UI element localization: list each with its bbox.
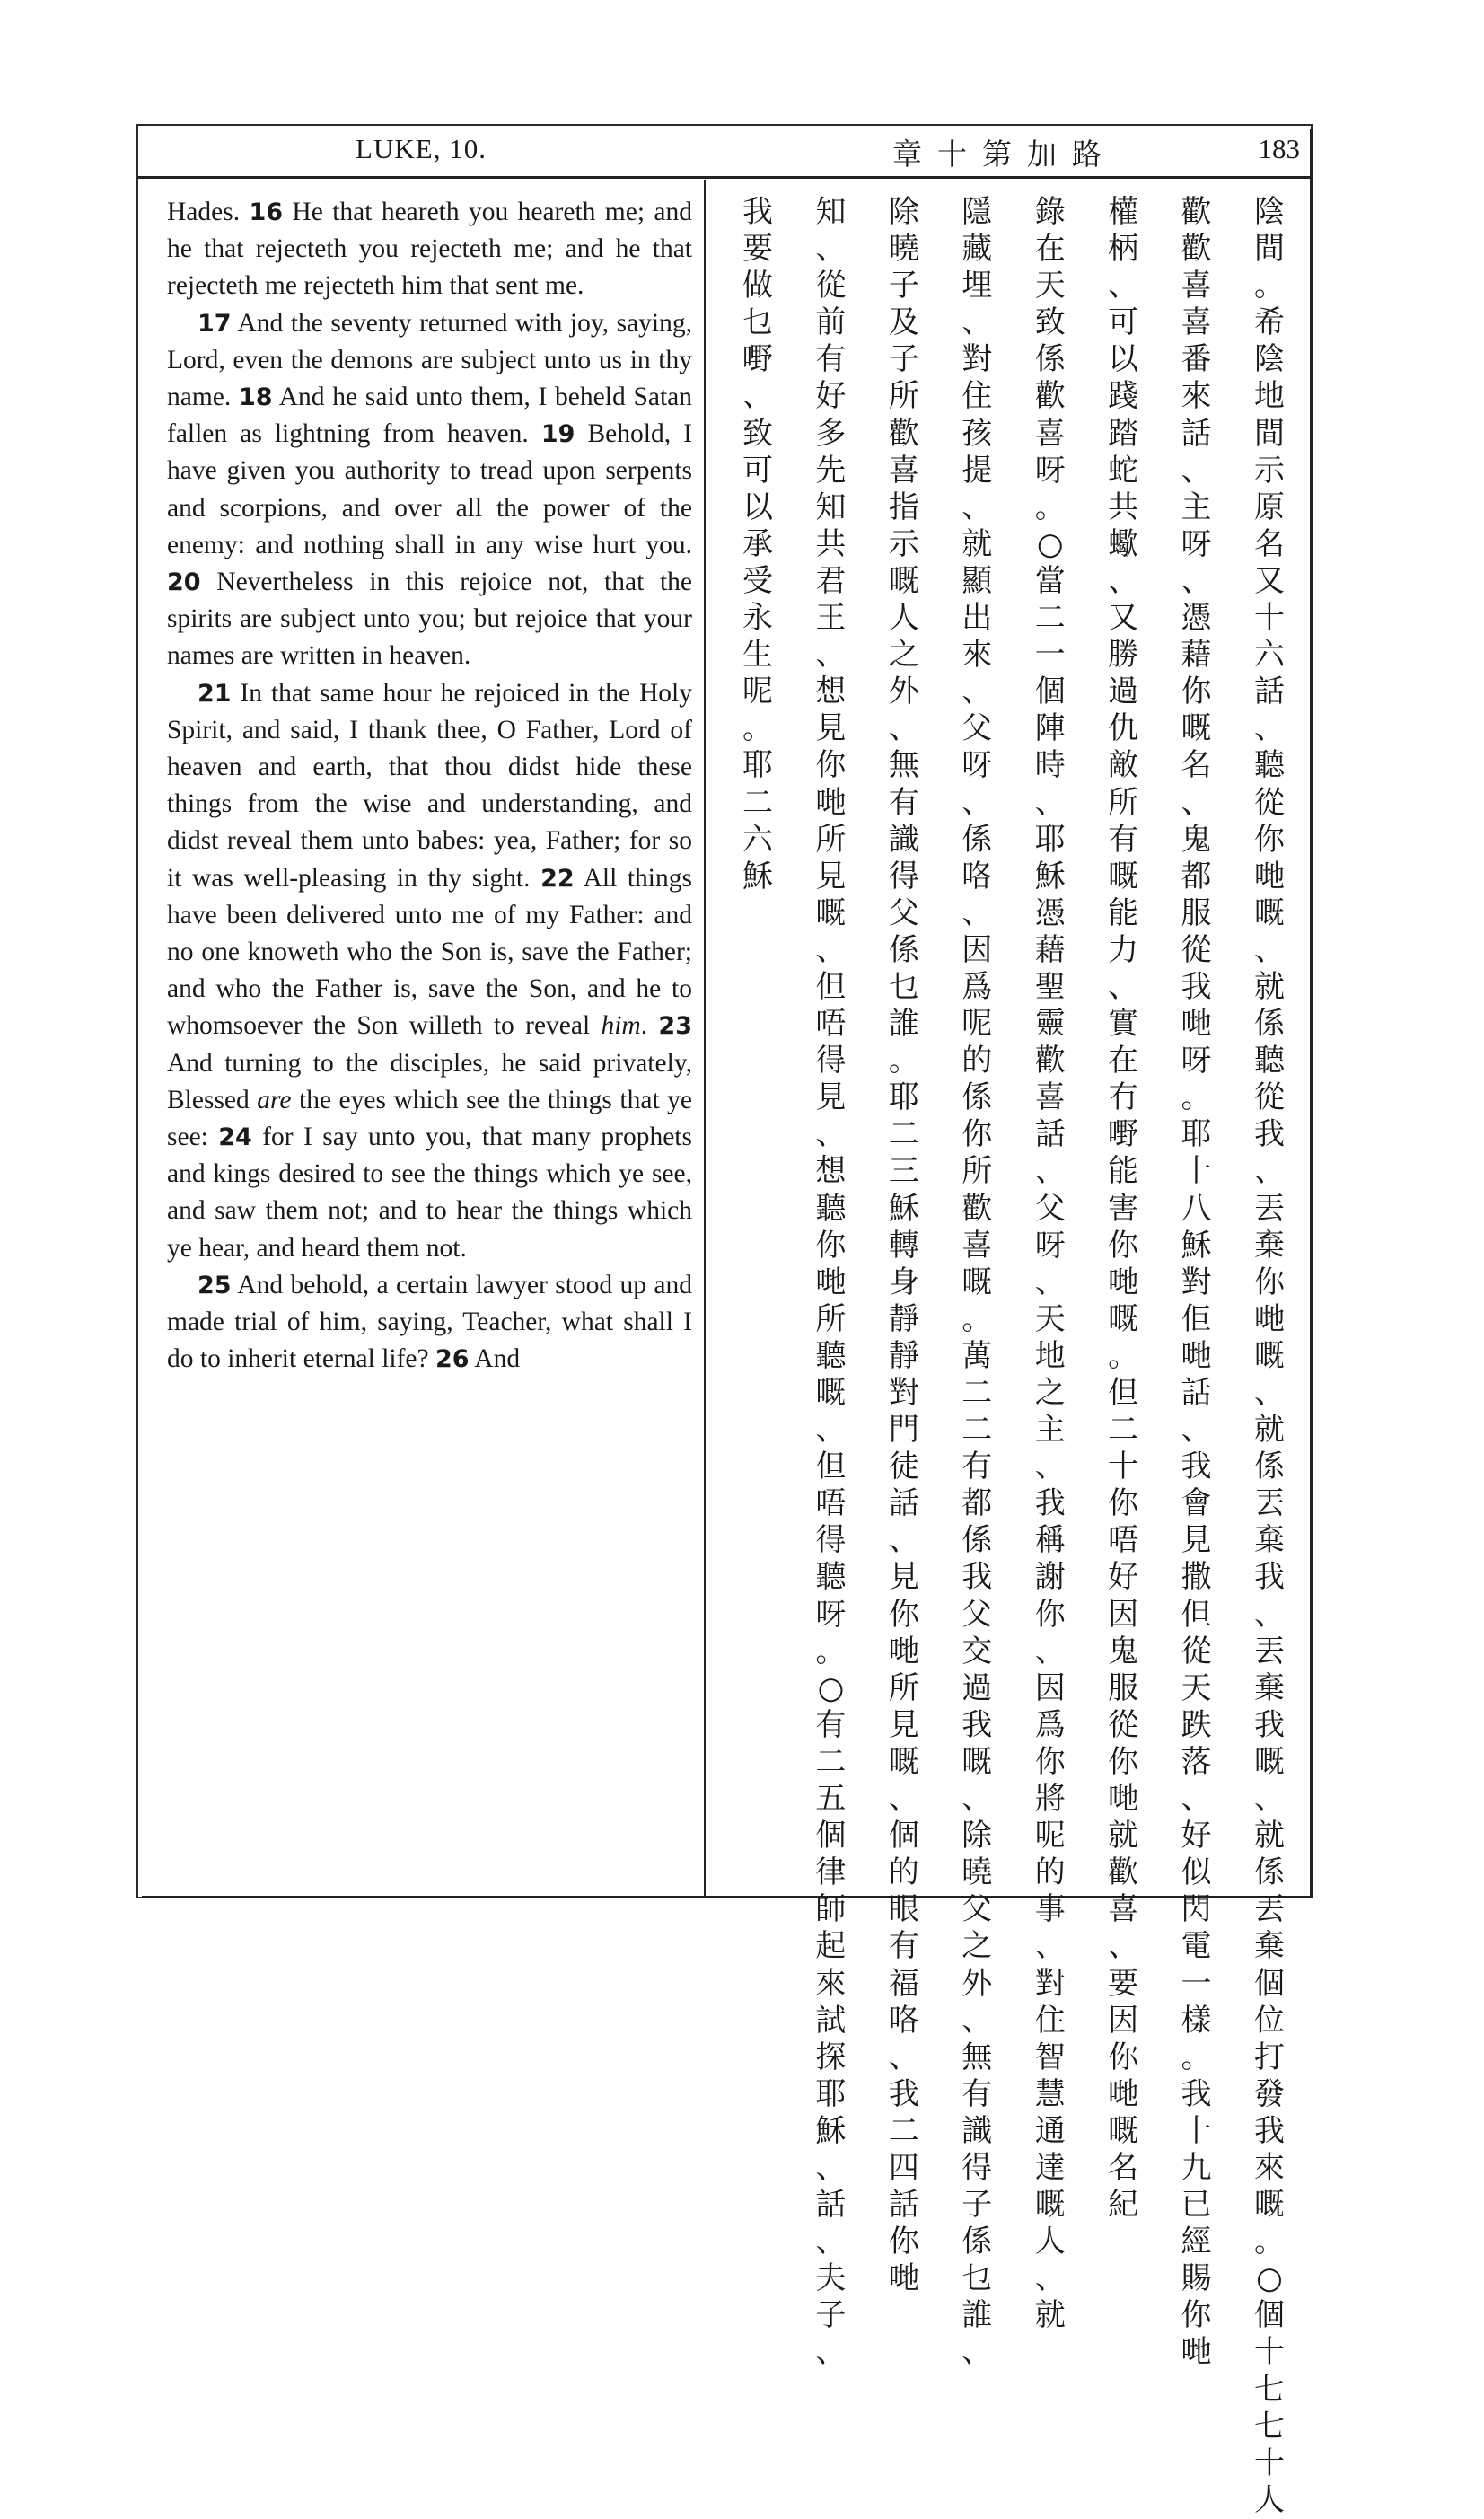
- chinese-column: 隱 藏 埋 、 對 住 孩 提 、 就 顯 出 來 、 父 呀 、 係 咯 、 因 爲 呢 的 係 你 所 歡 喜 嘅 。 萬 二 二 有 都 係 我 父 交 過 我 嘅 、 除 曉 父 之 外 、 無 有 識 得 子 係 乜 誰 、: [962, 194, 993, 2371]
- verse-number: 25: [198, 1271, 232, 1299]
- chinese-column: 錄 在 天 致 係 歡 喜 呀 。 ○ 當 二 一 個 陣 時 、 耶 穌 憑 藉 聖 靈 歡 喜 話 、 父 呀 、 天 地 之 主 、 我 稱 謝 你 、 因 爲 你 將 呢 的 事 、 對 住 智 慧 通 達 嘅 人 、 就: [1034, 194, 1066, 2334]
- chinese-column: 除 曉 子 及 子 所 歡 喜 指 示 嘅 人 之 外 、 無 有 識 得 父 係 乜 誰 。 耶 二 三 穌 轉 身 靜 靜 對 門 徒 話 、 見 你 哋 所 見 嘅 、 個 的 眼 有 福 咯 、 我 二 四 話 你 哋: [888, 194, 919, 2297]
- chinese-column: 歡 歡 喜 喜 番 來 話 、 主 呀 、 憑 藉 你 嘅 名 、 鬼 都 服 從 我 哋 呀 。 耶 十 八 穌 對 佢 哋 話 、 我 會 見 撒 但 從 天 跌 落 、 好 似 閃 電 一 樣 。 我 十 九 已 經 賜 你 哋: [1181, 194, 1212, 2371]
- english-text-column: [167, 194, 692, 1378]
- verse-number: 21: [198, 679, 232, 708]
- chinese-column: 權 柄 、 可 以 踐 踏 蛇 共 蠍 、 又 勝 過 仇 敵 所 有 嘅 能 力 、 實 在 冇 嘢 能 害 你 哋 嘅 。 但 二 十 你 唔 好 因 鬼 服 從 你 哋 就 歡 喜 、 要 因 你 哋 嘅 名 紀: [1108, 194, 1139, 2224]
- verse-number: 18: [239, 383, 273, 412]
- english-paragraph: 21 In that same hour he rejoiced in the Holy Spirit, and said, I thank thee, O Father, Lord of heaven and earth, that thou didst hide these things from the wise and understanding, and didst reveal them unto babes: yea, Father; for so it was well-pleasing in thy sight. 22 All things have been delivered unto me of my Father: and no one knoweth who the Son is, save the Father; and who the Father is, save the Son, and he to whomsoever the Son willeth to reveal him. 23 And turning to the disciples, he said privately, Blessed are the eyes which see the things that ye see: 24 for I say unto you, that many prophets and kings desired to see the things which ye see, and saw them not; and to hear the things which ye hear, and heard them not.: [167, 678, 692, 1263]
- verse-number: 22: [540, 864, 575, 893]
- verse-number: 20: [167, 568, 201, 597]
- running-header: [138, 126, 1311, 179]
- chinese-column: 陰 間 。 希 陰 地 間 示 原 名 又 十 六 話 、 聽 從 你 哋 嘅 、 就 係 聽 從 我 、 丟 棄 你 哋 嘅 、 就 係 丟 棄 我 、 丟 棄 我 嘅 、 就 係 丟 棄 個 位 打 發 我 來 嘅 。 ○ 個 十 七 七 十 人: [1253, 194, 1285, 2518]
- english-paragraph: Hades. 16 He that heareth you heareth me; and he that rejecteth you rejecteth me; and he that rejecteth me rejecteth him that sent me.: [167, 198, 692, 301]
- column-divider: [704, 180, 706, 1897]
- english-paragraph: 25 And behold, a certain lawyer stood up and made trial of him, saying, Teacher, what shall I do to inherit eternal life? 26 And: [167, 1270, 692, 1374]
- chinese-column: 知 、 從 前 有 好 多 先 知 共 君 王 、 想 見 你 哋 所 見 嘅 、 但 唔 得 見 、 想 聽 你 哋 所 聽 嘅 、 但 唔 得 聽 呀 。 ○ 有 二 五 個 律 師 起 來 試 探 耶 穌 、 話 、 夫 子 、: [815, 194, 847, 2371]
- chinese-text-columns: [731, 194, 1296, 2518]
- verse-number: 17: [198, 309, 232, 338]
- verse-number: 26: [435, 1345, 470, 1374]
- page-frame: [136, 124, 1313, 2518]
- verse-number: 16: [249, 198, 284, 226]
- english-paragraph: 17 And the seventy returned with joy, saying, Lord, even the demons are subject unto us in thy name. 18 And he said unto them, I beheld Satan fallen as lightning from heaven. 19 Behold, I have given you authority to tread upon serpents and scorpions, and over all the power of the enemy: and nothing shall in any wise hurt you. 20 Nevertheless in this rejoice not, that the spirits are subject unto you; but rejoice that your names are written in heaven.: [167, 308, 692, 671]
- chinese-running-title: 章十第加路: [892, 137, 1117, 172]
- verse-number: 19: [540, 420, 575, 449]
- page-number: 183: [1258, 133, 1300, 164]
- verse-number: 24: [218, 1123, 252, 1152]
- chinese-column: 我 要 做 乜 嘢 、 致 可 以 承 受 永 生 呢 。 耶 二 六 穌: [742, 194, 773, 894]
- verse-number: 23: [658, 1012, 692, 1041]
- english-running-title: LUKE, 10.: [356, 133, 487, 164]
